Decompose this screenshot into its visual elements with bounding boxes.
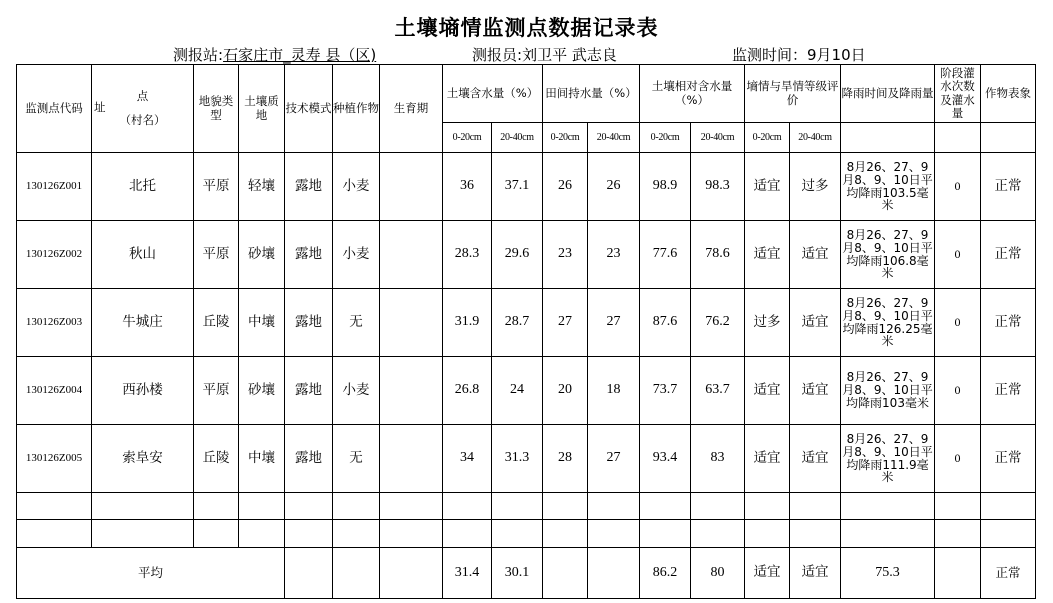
average-blank bbox=[333, 548, 380, 599]
cell-village: 牛城庄 bbox=[92, 289, 194, 357]
header-tech: 技术模式 bbox=[285, 65, 333, 153]
cell-relative-20-40: 98.3 bbox=[691, 153, 745, 221]
cell-grade-20-40: 过多 bbox=[790, 153, 841, 221]
cell-grade-0-20: 适宜 bbox=[745, 221, 790, 289]
cell-soil: 砂壤 bbox=[239, 357, 285, 425]
cell-field-20-40: 23 bbox=[588, 221, 640, 289]
time-info bbox=[732, 44, 866, 65]
subheader-grade-0-20: 0-20cm bbox=[745, 123, 790, 153]
cell-code: 130126Z003 bbox=[17, 289, 92, 357]
header-row bbox=[17, 65, 1036, 123]
cell-relative-0-20: 93.4 bbox=[640, 425, 691, 493]
average-blank bbox=[935, 548, 981, 599]
header-soil: 土壤质地 bbox=[239, 65, 285, 153]
header-field-capacity: 田间持水量（%） bbox=[543, 65, 640, 123]
cell-relative-0-20: 87.6 bbox=[640, 289, 691, 357]
cell-village: 北托 bbox=[92, 153, 194, 221]
cell-grade-20-40: 适宜 bbox=[790, 357, 841, 425]
cell-code: 130126Z002 bbox=[17, 221, 92, 289]
cell-grade-20-40: 适宜 bbox=[790, 425, 841, 493]
cell-field-20-40: 27 bbox=[588, 425, 640, 493]
average-rain: 75.3 bbox=[841, 548, 935, 599]
cell-rain: 8月26、27、9月8、9、10日平均降雨103毫米 bbox=[841, 357, 935, 425]
average-blank bbox=[380, 548, 443, 599]
cell-growth bbox=[380, 221, 443, 289]
header-code: 监测点代码 bbox=[17, 65, 92, 153]
cell-code: 130126Z004 bbox=[17, 357, 92, 425]
table-row bbox=[17, 221, 1036, 289]
record-table bbox=[16, 64, 1036, 599]
average-moisture-20-40: 30.1 bbox=[492, 548, 543, 599]
cell-field-20-40: 27 bbox=[588, 289, 640, 357]
cell-moisture-20-40: 28.7 bbox=[492, 289, 543, 357]
cell-tech: 露地 bbox=[285, 425, 333, 493]
cell-landform: 丘陵 bbox=[194, 425, 239, 493]
average-blank bbox=[285, 548, 333, 599]
cell-tech: 露地 bbox=[285, 221, 333, 289]
cell-rain: 8月26、27、9月8、9、10日平均降雨111.9毫米 bbox=[841, 425, 935, 493]
cell-village: 秋山 bbox=[92, 221, 194, 289]
table-row bbox=[17, 289, 1036, 357]
average-moisture-0-20: 31.4 bbox=[443, 548, 492, 599]
empty-row bbox=[17, 520, 1036, 548]
cell-field-0-20: 28 bbox=[543, 425, 588, 493]
cell-landform: 平原 bbox=[194, 221, 239, 289]
station-info bbox=[173, 44, 376, 65]
cell-rain: 8月26、27、9月8、9、10日平均降雨103.5毫米 bbox=[841, 153, 935, 221]
subheader-field-0-20: 0-20cm bbox=[543, 123, 588, 153]
page-title: 土壤墒情监测点数据记录表 bbox=[394, 15, 659, 40]
cell-soil: 中壤 bbox=[239, 425, 285, 493]
time-label: 监测时间： bbox=[732, 46, 808, 64]
cell-moisture-0-20: 26.8 bbox=[443, 357, 492, 425]
cell-moisture-20-40: 29.6 bbox=[492, 221, 543, 289]
cell-tech: 露地 bbox=[285, 153, 333, 221]
average-blank bbox=[543, 548, 588, 599]
header-village: （村名） bbox=[119, 112, 166, 127]
cell-landform: 平原 bbox=[194, 357, 239, 425]
cell-field-0-20: 26 bbox=[543, 153, 588, 221]
cell-grade-0-20: 适宜 bbox=[745, 357, 790, 425]
cell-code: 130126Z005 bbox=[17, 425, 92, 493]
cell-village: 西孙楼 bbox=[92, 357, 194, 425]
cell-village: 索阜安 bbox=[92, 425, 194, 493]
cell-irrigation: 0 bbox=[935, 153, 981, 221]
header-moisture: 土壤含水量（%） bbox=[443, 65, 543, 123]
cell-code: 130126Z001 bbox=[17, 153, 92, 221]
table-row bbox=[17, 425, 1036, 493]
cell-tech: 露地 bbox=[285, 357, 333, 425]
cell-irrigation: 0 bbox=[935, 289, 981, 357]
average-row bbox=[17, 548, 1036, 599]
table-row bbox=[17, 153, 1036, 221]
cell-crop: 无 bbox=[333, 425, 380, 493]
station-label: 测报站: bbox=[173, 46, 224, 64]
cell-moisture-0-20: 36 bbox=[443, 153, 492, 221]
header-rain: 降雨时间及降雨量 bbox=[841, 65, 935, 123]
station-value: 石家庄市_灵寿 县（区) bbox=[223, 46, 377, 64]
header-point: 点 bbox=[136, 89, 149, 104]
average-relative-0-20: 86.2 bbox=[640, 548, 691, 599]
average-label: 平均 bbox=[17, 548, 285, 599]
header-crop: 种植作物 bbox=[333, 65, 380, 153]
cell-growth bbox=[380, 289, 443, 357]
subheader-grade-20-40: 20-40cm bbox=[790, 123, 841, 153]
subheader-blank bbox=[935, 123, 981, 153]
header-appearance: 作物表象 bbox=[981, 65, 1036, 123]
cell-grade-20-40: 适宜 bbox=[790, 221, 841, 289]
cell-appearance: 正常 bbox=[981, 289, 1036, 357]
subheader-moisture-20-40: 20-40cm bbox=[492, 123, 543, 153]
header-irrigation: 阶段灌水次数及灌水量 bbox=[935, 65, 981, 123]
cell-crop: 无 bbox=[333, 289, 380, 357]
average-grade-20-40: 适宜 bbox=[790, 548, 841, 599]
cell-soil: 中壤 bbox=[239, 289, 285, 357]
cell-appearance: 正常 bbox=[981, 425, 1036, 493]
cell-landform: 平原 bbox=[194, 153, 239, 221]
cell-grade-0-20: 适宜 bbox=[745, 425, 790, 493]
cell-moisture-20-40: 37.1 bbox=[492, 153, 543, 221]
cell-growth bbox=[380, 357, 443, 425]
cell-relative-20-40: 83 bbox=[691, 425, 745, 493]
cell-field-20-40: 26 bbox=[588, 153, 640, 221]
subheader-moisture-0-20: 0-20cm bbox=[443, 123, 492, 153]
cell-irrigation: 0 bbox=[935, 221, 981, 289]
cell-appearance: 正常 bbox=[981, 153, 1036, 221]
average-relative-20-40: 80 bbox=[691, 548, 745, 599]
cell-soil: 轻壤 bbox=[239, 153, 285, 221]
header-addr: 址 bbox=[94, 100, 106, 114]
cell-moisture-20-40: 31.3 bbox=[492, 425, 543, 493]
average-blank bbox=[588, 548, 640, 599]
empty-row bbox=[17, 493, 1036, 520]
reporter-label: 测报员: bbox=[472, 46, 523, 64]
cell-appearance: 正常 bbox=[981, 221, 1036, 289]
cell-soil: 砂壤 bbox=[239, 221, 285, 289]
cell-crop: 小麦 bbox=[333, 221, 380, 289]
cell-landform: 丘陵 bbox=[194, 289, 239, 357]
subheader-blank bbox=[981, 123, 1036, 153]
cell-rain: 8月26、27、9月8、9、10日平均降雨106.8毫米 bbox=[841, 221, 935, 289]
cell-moisture-0-20: 31.9 bbox=[443, 289, 492, 357]
cell-irrigation: 0 bbox=[935, 357, 981, 425]
cell-field-0-20: 27 bbox=[543, 289, 588, 357]
time-value: 9月10日 bbox=[807, 46, 866, 64]
cell-relative-0-20: 73.7 bbox=[640, 357, 691, 425]
cell-field-0-20: 23 bbox=[543, 221, 588, 289]
cell-field-20-40: 18 bbox=[588, 357, 640, 425]
cell-tech: 露地 bbox=[285, 289, 333, 357]
reporter-value: 刘卫平 武志良 bbox=[522, 46, 617, 64]
reporter-info bbox=[472, 44, 617, 65]
cell-moisture-20-40: 24 bbox=[492, 357, 543, 425]
cell-grade-20-40: 适宜 bbox=[790, 289, 841, 357]
cell-grade-0-20: 过多 bbox=[745, 289, 790, 357]
average-grade-0-20: 适宜 bbox=[745, 548, 790, 599]
cell-growth bbox=[380, 425, 443, 493]
cell-grade-0-20: 适宜 bbox=[745, 153, 790, 221]
cell-growth bbox=[380, 153, 443, 221]
cell-crop: 小麦 bbox=[333, 153, 380, 221]
cell-crop: 小麦 bbox=[333, 357, 380, 425]
cell-appearance: 正常 bbox=[981, 357, 1036, 425]
cell-relative-0-20: 98.9 bbox=[640, 153, 691, 221]
cell-relative-20-40: 76.2 bbox=[691, 289, 745, 357]
header-relative: 土壤相对含水量（%） bbox=[640, 65, 745, 123]
header-grade: 墒情与旱情等级评价 bbox=[745, 65, 841, 123]
cell-irrigation: 0 bbox=[935, 425, 981, 493]
subheader-relative-20-40: 20-40cm bbox=[691, 123, 745, 153]
cell-moisture-0-20: 34 bbox=[443, 425, 492, 493]
subheader-relative-0-20: 0-20cm bbox=[640, 123, 691, 153]
header-landform: 地貌类型 bbox=[194, 65, 239, 153]
subheader-field-20-40: 20-40cm bbox=[588, 123, 640, 153]
cell-rain: 8月26、27、9月8、9、10日平均降雨126.25毫米 bbox=[841, 289, 935, 357]
cell-moisture-0-20: 28.3 bbox=[443, 221, 492, 289]
header-point-village bbox=[92, 65, 194, 153]
cell-relative-0-20: 77.6 bbox=[640, 221, 691, 289]
table-row bbox=[17, 357, 1036, 425]
cell-relative-20-40: 63.7 bbox=[691, 357, 745, 425]
header-growth: 生育期 bbox=[380, 65, 443, 153]
cell-relative-20-40: 78.6 bbox=[691, 221, 745, 289]
subheader-blank bbox=[841, 123, 935, 153]
average-appearance: 正常 bbox=[981, 548, 1036, 599]
cell-field-0-20: 20 bbox=[543, 357, 588, 425]
